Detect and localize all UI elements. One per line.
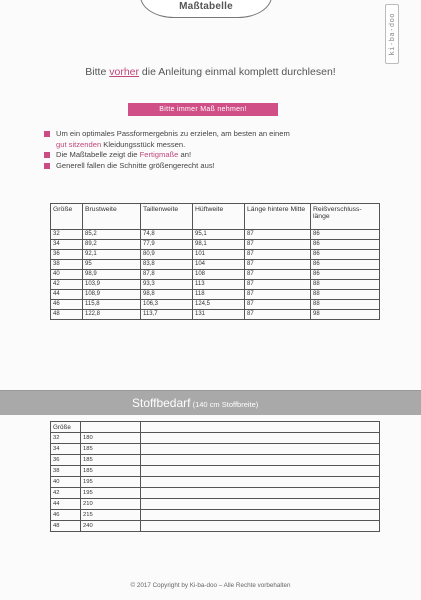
table-cell: 87	[245, 240, 311, 250]
bullet-text: an!	[178, 150, 192, 159]
intro-suffix: die Anleitung einmal komplett durchlesen!	[139, 66, 336, 78]
fabric-section-header	[0, 390, 421, 415]
table-cell-empty	[141, 521, 380, 532]
table-cell: 86	[311, 230, 380, 240]
table-cell: 87,8	[141, 270, 193, 280]
table-cell: 87	[245, 300, 311, 310]
bullet-item	[44, 129, 384, 140]
bullet-list	[44, 129, 384, 171]
table-row	[51, 510, 380, 521]
column-header: Reißverschluss-länge	[311, 204, 380, 230]
table-cell: 240	[81, 521, 141, 532]
column-header: Länge hintere Mitte	[245, 204, 311, 230]
table-cell: 98,8	[141, 290, 193, 300]
column-header-empty	[81, 422, 141, 433]
table-row	[51, 240, 380, 250]
table-cell: 40	[51, 477, 81, 488]
table-cell: 108,9	[83, 290, 141, 300]
table-cell: 32	[51, 230, 83, 240]
table-cell: 42	[51, 280, 83, 290]
table-cell-empty	[141, 510, 380, 521]
table-row	[51, 300, 380, 310]
table-cell-empty	[141, 466, 380, 477]
table-cell: 48	[51, 310, 83, 320]
table-row	[51, 230, 380, 240]
table-cell: 95	[83, 260, 141, 270]
table-cell: 180	[81, 433, 141, 444]
table-header-row	[51, 422, 380, 433]
copyright-footer: © 2017 Copyright by Ki-ba-doo – Alle Rechte vorbehalten	[130, 582, 291, 589]
table-cell: 118	[193, 290, 245, 300]
table-cell: 86	[311, 250, 380, 260]
table-cell: 89,2	[83, 240, 141, 250]
table-cell: 32	[51, 433, 81, 444]
table-cell: 48	[51, 521, 81, 532]
bullet-text: Um ein optimales Passformergebnis zu erzielen, am besten an einem	[56, 129, 290, 138]
page-title: Maßtabelle	[179, 1, 233, 12]
table-cell: 85,2	[83, 230, 141, 240]
table-cell: 106,3	[141, 300, 193, 310]
table-cell: 86	[311, 260, 380, 270]
fabric-title-text: Stoffbedarf	[132, 396, 191, 410]
table-row	[51, 260, 380, 270]
table-cell: 185	[81, 466, 141, 477]
bullet-accent: gut sitzenden	[56, 139, 102, 149]
table-cell: 87	[245, 290, 311, 300]
table-cell: 195	[81, 488, 141, 499]
fabric-subtitle: (140 cm Stoffbreite)	[190, 400, 259, 409]
table-cell: 87	[245, 270, 311, 280]
table-cell: 210	[81, 499, 141, 510]
table-cell-empty	[141, 455, 380, 466]
table-cell: 185	[81, 444, 141, 455]
table-row	[51, 477, 380, 488]
table-cell: 98,9	[83, 270, 141, 280]
column-header: Brustweite	[83, 204, 141, 230]
table-cell: 34	[51, 240, 83, 250]
bullet-item	[44, 150, 384, 161]
column-header: Hüftweite	[193, 204, 245, 230]
table-row	[51, 499, 380, 510]
table-cell: 42	[51, 488, 81, 499]
table-row	[51, 270, 380, 280]
table-cell: 108	[193, 270, 245, 280]
bullet-continuation	[44, 140, 384, 151]
table-cell: 87	[245, 260, 311, 270]
table-cell: 88	[311, 280, 380, 290]
table-row	[51, 250, 380, 260]
bullet-item	[44, 161, 384, 172]
intro-instruction	[0, 66, 421, 78]
table-cell: 87	[245, 230, 311, 240]
table-cell: 98,1	[193, 240, 245, 250]
table-cell: 77,9	[141, 240, 193, 250]
table-header-row	[51, 204, 380, 230]
table-cell: 87	[245, 250, 311, 260]
table-row	[51, 521, 380, 532]
table-cell: 46	[51, 300, 83, 310]
table-cell: 92,1	[83, 250, 141, 260]
table-cell: 185	[81, 455, 141, 466]
table-cell: 36	[51, 250, 83, 260]
fabric-requirement-table	[50, 421, 380, 532]
table-row	[51, 466, 380, 477]
measure-badge: Bitte immer Maß nehmen!	[128, 103, 278, 116]
size-chart-table	[50, 203, 380, 320]
table-cell-empty	[141, 477, 380, 488]
table-cell: 40	[51, 270, 83, 280]
table-cell: 215	[81, 510, 141, 521]
table-cell: 87	[245, 310, 311, 320]
column-header-empty	[141, 422, 380, 433]
table-cell: 124,5	[193, 300, 245, 310]
table-cell-empty	[141, 433, 380, 444]
table-cell: 115,8	[83, 300, 141, 310]
table-row	[51, 280, 380, 290]
column-header: Größe	[51, 422, 81, 433]
bullet-text: Die Maßtabelle zeigt die	[56, 150, 140, 159]
table-cell: 88	[311, 300, 380, 310]
table-cell: 103,9	[83, 280, 141, 290]
table-cell: 122,8	[83, 310, 141, 320]
table-cell: 46	[51, 510, 81, 521]
table-cell-empty	[141, 444, 380, 455]
intro-prefix: Bitte	[85, 66, 110, 78]
table-cell: 98	[311, 310, 380, 320]
table-row	[51, 455, 380, 466]
table-cell: 131	[193, 310, 245, 320]
column-header: Taillenweite	[141, 204, 193, 230]
table-cell: 86	[311, 240, 380, 250]
table-cell: 113	[193, 280, 245, 290]
table-cell: 88	[311, 290, 380, 300]
table-cell: 86	[311, 270, 380, 280]
title-tab	[140, 0, 272, 18]
table-row	[51, 310, 380, 320]
table-cell-empty	[141, 488, 380, 499]
bullet-text: Generell fallen die Schnitte größengerecht aus!	[56, 160, 215, 170]
fabric-title	[132, 396, 258, 410]
bullet-accent: Fertigmaße	[139, 150, 179, 159]
brand-logo-text: ki-ba-doo	[388, 12, 396, 56]
table-cell: 34	[51, 444, 81, 455]
bullet-text: Kleidungsstück messen.	[101, 139, 186, 149]
table-cell: 104	[193, 260, 245, 270]
table-cell: 38	[51, 466, 81, 477]
table-cell: 38	[51, 260, 83, 270]
table-cell: 95,1	[193, 230, 245, 240]
table-cell: 80,9	[141, 250, 193, 260]
table-cell: 87	[245, 280, 311, 290]
table-row	[51, 290, 380, 300]
table-cell: 44	[51, 290, 83, 300]
table-cell: 74,8	[141, 230, 193, 240]
table-row	[51, 433, 380, 444]
column-header: Größe	[51, 204, 83, 230]
table-cell: 36	[51, 455, 81, 466]
brand-logo	[385, 4, 399, 64]
table-row	[51, 488, 380, 499]
table-cell: 195	[81, 477, 141, 488]
table-cell: 44	[51, 499, 81, 510]
size-chart-body	[51, 230, 380, 320]
table-cell: 113,7	[141, 310, 193, 320]
table-cell: 83,8	[141, 260, 193, 270]
fabric-table-body	[51, 433, 380, 532]
table-row	[51, 444, 380, 455]
table-cell-empty	[141, 499, 380, 510]
table-cell: 101	[193, 250, 245, 260]
intro-emphasis: vorher	[109, 66, 139, 78]
table-cell: 93,3	[141, 280, 193, 290]
